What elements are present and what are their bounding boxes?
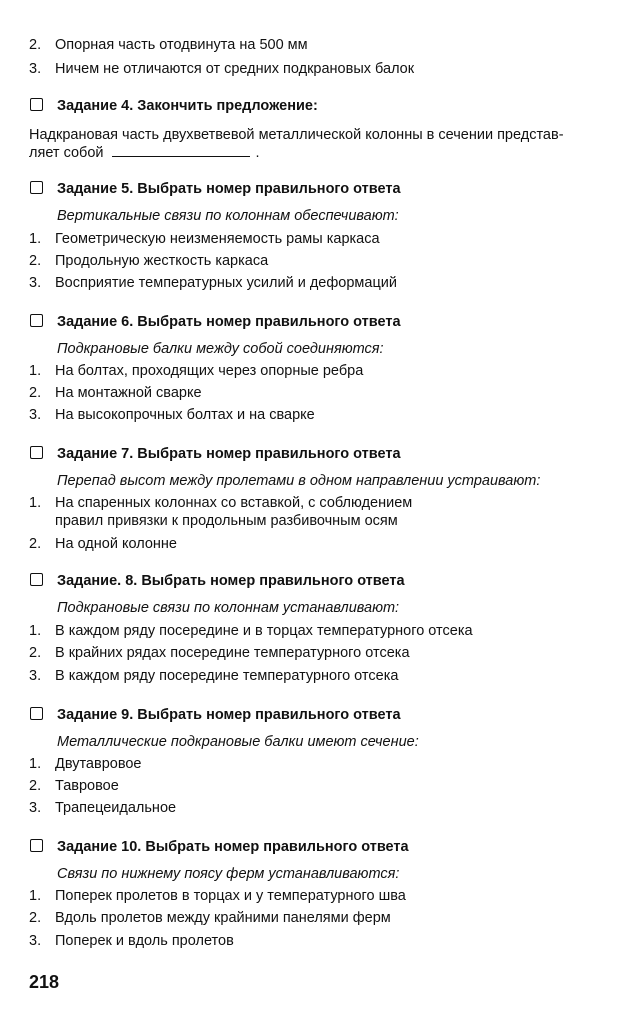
task-7-question: Перепад высот между пролетами в одном направлении устраивают: [57,473,541,489]
checkbox-icon [30,707,43,720]
checkbox-icon [30,446,43,459]
answer-option: 2. В крайних рядах посередине температурного отсека [29,645,410,661]
checkbox-icon [30,314,43,327]
list-item: 3. Ничем не отличаются от средних подкрановых балок [29,61,415,77]
answer-option: 2. На монтажной сварке [29,385,202,401]
task-5-heading: Задание 5. Выбрать номер правильного ответа [29,180,401,198]
answer-option: 1. В каждом ряду посередине и в торцах температурного отсека [29,623,473,639]
answer-option: 3. Трапецеидальное [29,800,177,816]
answer-option: 2. На одной колонне [29,536,177,552]
answer-option: 3. Поперек и вдоль пролетов [29,933,234,949]
list-item: 2. Опорная часть отодвинута на 500 мм [29,37,308,53]
answer-option: 3. На высокопрочных болтах и на сварке [29,407,315,423]
task-10-question: Связи по нижнему поясу ферм устанавливаются: [57,866,400,882]
answer-blank [112,144,250,157]
task-6-heading: Задание 6. Выбрать номер правильного ответа [29,313,401,331]
task-9-heading: Задание 9. Выбрать номер правильного ответа [29,706,401,724]
task-7-heading: Задание 7. Выбрать номер правильного ответа [29,445,401,463]
task-6-question: Подкрановые балки между собой соединяются: [57,341,384,357]
answer-option: 1. Двутавровое [29,756,142,772]
answer-option: 2. Тавровое [29,778,119,794]
page-number: 218 [29,972,60,992]
answer-option: 3. Восприятие температурных усилий и деформаций [29,275,397,291]
task-8-heading: Задание. 8. Выбрать номер правильного ответа [29,572,405,590]
task-5-question: Вертикальные связи по колоннам обеспечивают: [57,208,399,224]
task-4-statement: Надкрановая часть двухветвевой металлической колонны в сечении представ- ляет собой . [29,127,564,161]
checkbox-icon [30,181,43,194]
task-8-question: Подкрановые связи по колоннам устанавливают: [57,600,400,616]
task-4-heading: Задание 4. Закончить предложение: [29,97,318,115]
checkbox-icon [30,839,43,852]
answer-option: 2. Вдоль пролетов между крайними панелями ферм [29,910,391,926]
task-10-heading: Задание 10. Выбрать номер правильного ответа [29,838,409,856]
answer-option: 3. В каждом ряду посередине температурного отсека [29,668,399,684]
task-9-question: Металлические подкрановые балки имеют сечение: [57,734,419,750]
checkbox-icon [30,573,43,586]
answer-option: 1. Поперек пролетов в торцах и у температурного шва [29,888,406,904]
answer-option: 1. На болтах, проходящих через опорные ребра [29,363,364,379]
answer-option: 1. На спаренных колоннах со вставкой, с соблюдением правил привязки к продольным разбивочным осям [29,495,413,529]
answer-option: 1. Геометрическую неизменяемость рамы каркаса [29,231,380,247]
answer-option: 2. Продольную жесткость каркаса [29,253,269,269]
checkbox-icon [30,98,43,111]
